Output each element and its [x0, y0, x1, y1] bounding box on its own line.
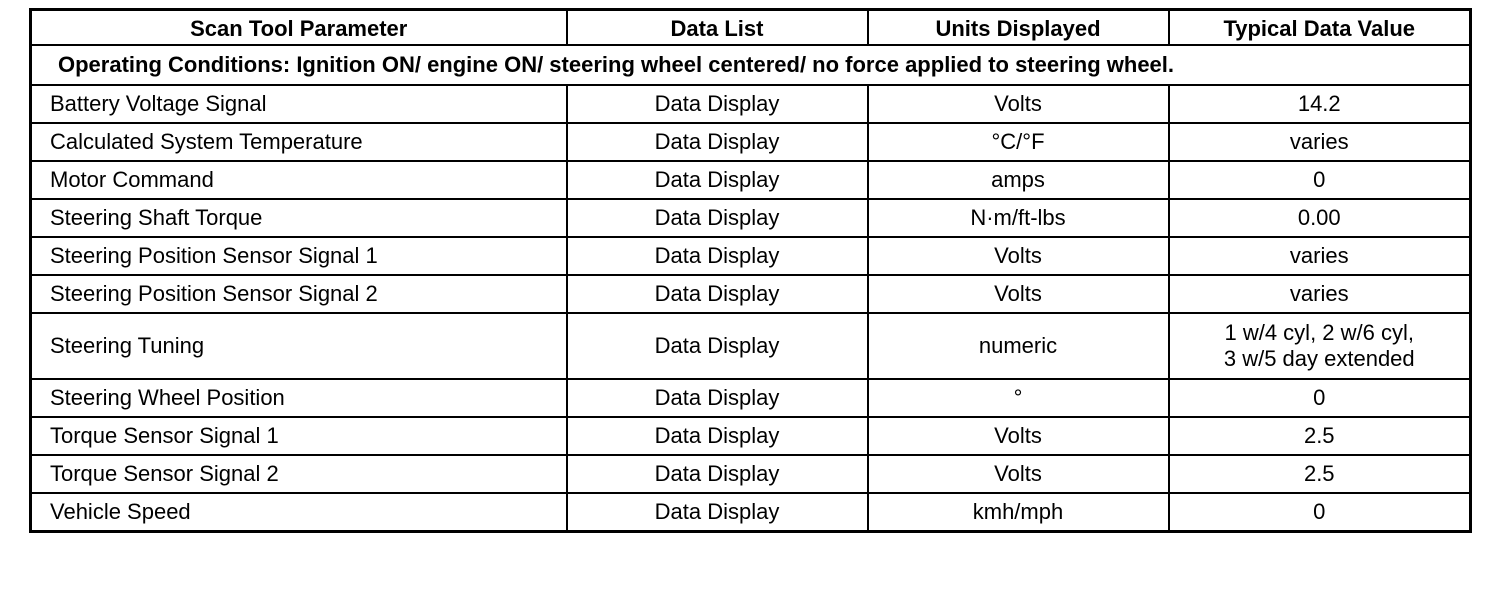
- parameter-cell: Torque Sensor Signal 2: [31, 455, 567, 493]
- data-list-cell: Data Display: [567, 161, 868, 199]
- data-list-cell: Data Display: [567, 275, 868, 313]
- units-cell: N·m/ft-lbs: [868, 199, 1169, 237]
- units-cell: amps: [868, 161, 1169, 199]
- operating-conditions: Operating Conditions: Ignition ON/ engine ON/ steering wheel centered/ no force applied to steering wheel.: [31, 45, 1471, 85]
- units-cell: kmh/mph: [868, 493, 1169, 532]
- data-list-cell: Data Display: [567, 199, 868, 237]
- value-cell: [1169, 313, 1471, 379]
- header-row: [31, 10, 1471, 46]
- value-cell: varies: [1169, 275, 1471, 313]
- value-line: 1 w/4 cyl, 2 w/6 cyl,: [1224, 320, 1414, 345]
- header-units-displayed: Units Displayed: [868, 10, 1169, 46]
- units-cell: numeric: [868, 313, 1169, 379]
- units-cell: Volts: [868, 275, 1169, 313]
- data-list-cell: Data Display: [567, 493, 868, 532]
- parameter-cell: Vehicle Speed: [31, 493, 567, 532]
- value-cell: 0: [1169, 161, 1471, 199]
- units-cell: Volts: [868, 237, 1169, 275]
- units-cell: Volts: [868, 455, 1169, 493]
- data-list-cell: Data Display: [567, 313, 868, 379]
- units-cell: Volts: [868, 417, 1169, 455]
- data-list-cell: Data Display: [567, 379, 868, 417]
- value-cell: 2.5: [1169, 455, 1471, 493]
- table-row: [31, 199, 1471, 237]
- scan-tool-data-page: [29, 8, 1469, 533]
- header-data-list: Data List: [567, 10, 868, 46]
- value-cell: 0.00: [1169, 199, 1471, 237]
- table-row: [31, 455, 1471, 493]
- parameter-cell: Steering Position Sensor Signal 1: [31, 237, 567, 275]
- value-cell: varies: [1169, 123, 1471, 161]
- header-scan-tool-parameter: Scan Tool Parameter: [31, 10, 567, 46]
- parameter-cell: Steering Wheel Position: [31, 379, 567, 417]
- data-list-cell: Data Display: [567, 237, 868, 275]
- table-row: [31, 313, 1471, 379]
- table-row: [31, 85, 1471, 123]
- value-line: 3 w/5 day extended: [1223, 346, 1415, 371]
- table-row: [31, 379, 1471, 417]
- data-list-cell: Data Display: [567, 417, 868, 455]
- value-cell: varies: [1169, 237, 1471, 275]
- table-row: [31, 417, 1471, 455]
- units-cell: °: [868, 379, 1169, 417]
- value-cell: 14.2: [1169, 85, 1471, 123]
- table-row: [31, 275, 1471, 313]
- data-list-cell: Data Display: [567, 123, 868, 161]
- parameter-cell: Steering Tuning: [31, 313, 567, 379]
- table-row: [31, 493, 1471, 532]
- units-cell: Volts: [868, 85, 1169, 123]
- value-cell: 0: [1169, 493, 1471, 532]
- parameter-cell: Calculated System Temperature: [31, 123, 567, 161]
- value-cell: 0: [1169, 379, 1471, 417]
- table-row: [31, 123, 1471, 161]
- data-list-cell: Data Display: [567, 455, 868, 493]
- parameter-cell: Steering Position Sensor Signal 2: [31, 275, 567, 313]
- parameter-cell: Battery Voltage Signal: [31, 85, 567, 123]
- table-row: [31, 161, 1471, 199]
- units-cell: °C/°F: [868, 123, 1169, 161]
- operating-conditions-row: [31, 45, 1471, 85]
- value-cell: 2.5: [1169, 417, 1471, 455]
- parameter-cell: Steering Shaft Torque: [31, 199, 567, 237]
- parameter-cell: Motor Command: [31, 161, 567, 199]
- scan-tool-data-table: [29, 8, 1472, 533]
- data-list-cell: Data Display: [567, 85, 868, 123]
- parameter-cell: Torque Sensor Signal 1: [31, 417, 567, 455]
- table-row: [31, 237, 1471, 275]
- header-typical-data-value: Typical Data Value: [1169, 10, 1471, 46]
